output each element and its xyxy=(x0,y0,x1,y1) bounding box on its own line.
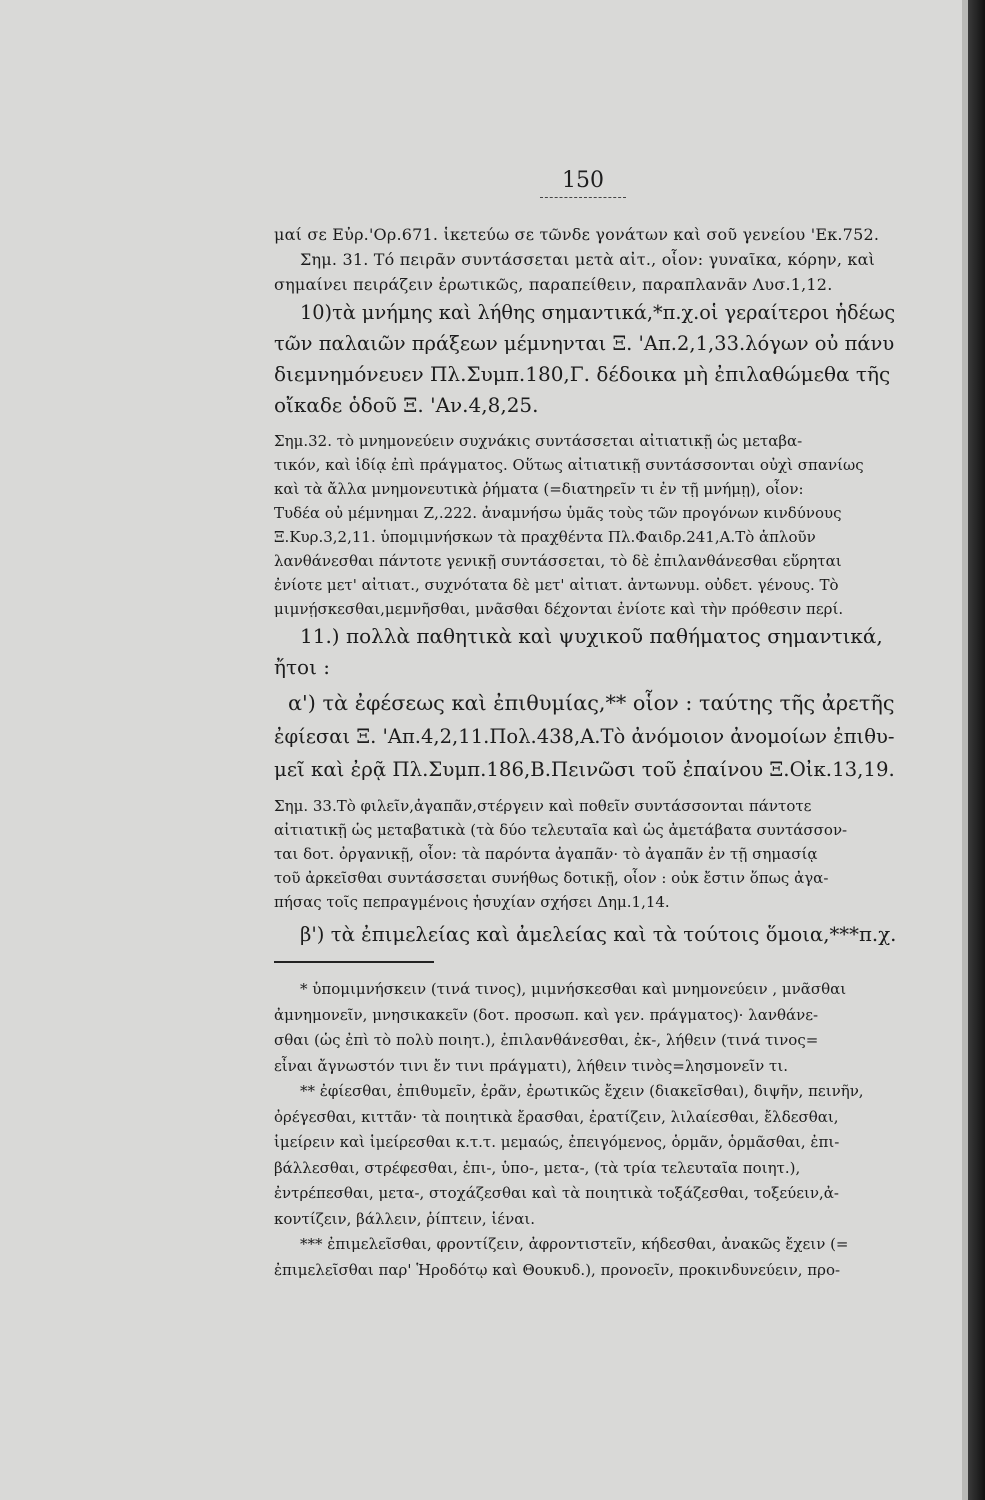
footnote-line: κοντίζειν, βάλλειν, ῥίπτειν, ἱέναι. xyxy=(274,1209,535,1228)
text-line: ται δοτ. ὀργανικῇ, οἷον: τὰ παρόντα ἀγαπᾶν· τὸ ἀγαπᾶν ἐν τῇ σημασίᾳ xyxy=(274,845,818,863)
text-line: Σημ. 31. Τό πειρᾶν συντάσσεται μετὰ αἰτ., οἷον: γυναῖκα, κόρην, καὶ xyxy=(300,250,876,269)
text-line: πήσας τοῖς πεπραγμένοις ἡσυχίαν σχήσει Δημ.1,14. xyxy=(274,893,670,911)
text-line: τοῦ ἀρκεῖσθαι συντάσσεται συνήθως δοτικῇ, οἷον : οὐκ ἔστιν ὅπως ἀγα- xyxy=(274,869,829,887)
footnote-line: * ὑπομιμνήσκειν (τινά τινος), μιμνήσκεσθαι καὶ μνημονεύειν , μνᾶσθαι xyxy=(300,980,847,998)
text-line: ἐφίεσαι Ξ. 'Απ.4,2,11.Πολ.438,Α.Τὸ ἀνόμοιον ἀνομοίων ἐπιθυ- xyxy=(274,725,895,748)
footnote-divider xyxy=(274,961,434,963)
text-line: ἐνίοτε μετ' αἰτιατ., συχνότατα δὲ μετ' αἰτιατ. ἀντωνυμ. οὐδετ. γένους. Τὸ xyxy=(274,576,839,594)
footnote-line: ** ἐφίεσθαι, ἐπιθυμεῖν, ἐρᾶν, ἐρωτικῶς ἔχειν (διακεῖσθαι), διψῆν, πεινῆν, xyxy=(300,1082,864,1100)
text-line: τῶν παλαιῶν πράξεων μέμνηνται Ξ. 'Απ.2,1,33.λόγων οὐ πάνυ xyxy=(274,332,895,355)
text-line: α') τὰ ἐφέσεως καὶ ἐπιθυμίας,** οἷον : ταύτης τῆς ἀρετῆς xyxy=(288,691,895,715)
text-line: λανθάνεσθαι πάντοτε γενικῇ συντάσσεται, τὸ δὲ ἐπιλανθάνεσθαι εὕρηται xyxy=(274,552,842,570)
text-line: Ξ.Κυρ.3,2,11. ὑπομιμνήσκων τὰ πραχθέντα Πλ.Φαιδρ.241,Α.Τὸ ἁπλοῦν xyxy=(274,528,816,546)
scan-border xyxy=(968,0,985,1500)
text-line: Τυδέα οὐ μέμνημαι Ζ,.222. ἀναμνήσω ὑμᾶς τοὺς τῶν προγόνων κινδύνους xyxy=(274,504,842,522)
text-line: καὶ τὰ ἄλλα μνημονευτικὰ ῥήματα (=διατηρεῖν τι ἐν τῇ μνήμῃ), οἷον: xyxy=(274,480,804,498)
text-line: διεμνημόνευεν Πλ.Συμπ.180,Γ. δέδοικα μὴ ἐπιλαθώμεθα τῆς xyxy=(274,362,891,386)
text-line: 11.) πολλὰ παθητικὰ καὶ ψυχικοῦ παθήματος σημαντικά, xyxy=(300,624,883,648)
text-line: μαί σε Εὐρ.'Ορ.671. ἱκετεύω σε τῶνδε γονάτων καὶ σοῦ γενείου 'Εκ.752. xyxy=(274,225,880,244)
text-line: β') τὰ ἐπιμελείας καὶ ἀμελείας καὶ τὰ τούτοις ὅμοια,***π.χ. xyxy=(300,923,897,946)
footnote-line: *** ἐπιμελεῖσθαι, φροντίζειν, ἀφροντιστεῖν, κήδεσθαι, ἀνακῶς ἔχειν (= xyxy=(300,1235,849,1253)
text-line: μεῖ καὶ ἐρᾷ Πλ.Συμπ.186,Β.Πεινῶσι τοῦ ἐπαίνου Ξ.Οἰκ.13,19. xyxy=(274,758,895,781)
footnote-line: ἐντρέπεσθαι, μετα-, στοχάζεσθαι καὶ τὰ ποιητικὰ τοξάζεσθαι, τοξεύειν,ἀ- xyxy=(274,1184,840,1202)
page-number: 150 xyxy=(562,168,604,193)
footnote-line: σθαι (ὡς ἐπὶ τὸ πολὺ ποιητ.), ἐπιλανθάνεσθαι, ἐκ-, λήθειν (τινά τινος= xyxy=(274,1031,819,1049)
text-line: οἴκαδε ὁδοῦ Ξ. 'Αν.4,8,25. xyxy=(274,393,539,417)
text-line: σημαίνει πειράζειν ἐρωτικῶς, παραπείθειν, παραπλανᾶν Λυσ.1,12. xyxy=(274,275,833,294)
text-line: Σημ. 33.Τὸ φιλεῖν,ἀγαπᾶν,στέργειν καὶ ποθεῖν συντάσσονται πάντοτε xyxy=(274,797,812,815)
footnote-line: βάλλεσθαι, στρέφεσθαι, ἐπι-, ὑπο-, μετα-, (τὰ τρία τελευταῖα ποιητ.), xyxy=(274,1158,801,1177)
footnote-line: ἐπιμελεῖσθαι παρ' Ἡροδότῳ καὶ Θουκυδ.), προνοεῖν, προκινδυνεύειν, προ- xyxy=(274,1260,841,1279)
footnote-line: ἱμείρειν καὶ ἱμείρεσθαι κ.τ.τ. μεμαώς, ἐπειγόμενος, ὁρμᾶν, ὁρμᾶσθαι, ἐπι- xyxy=(274,1133,840,1151)
text-line: 10)τὰ μνήμης καὶ λήθης σημαντικά,*π.χ.οἱ γεραίτεροι ἡδέως xyxy=(300,301,896,324)
text-line: μιμνῄσκεσθαι,μεμνῆσθαι, μνᾶσθαι δέχονται ἐνίοτε καὶ τὴν πρόθεσιν περί. xyxy=(274,600,844,618)
text-line: Σημ.32. τὸ μνημονεύειν συχνάκις συντάσσεται αἰτιατικῇ ὡς μεταβα- xyxy=(274,432,803,450)
text-line: ἤτοι : xyxy=(274,655,331,679)
footnote-line: ἀμνημονεῖν, μνησικακεῖν (δοτ. προσωπ. καὶ γεν. πράγματος)· λανθάνε- xyxy=(274,1005,819,1024)
footnote-line: ὀρέγεσθαι, κιττᾶν· τὰ ποιητικὰ ἔρασθαι, ἐρατίζειν, λιλαίεσθαι, ἔλδεσθαι, xyxy=(274,1107,839,1126)
footnote-line: εἶναι ἄγνωστόν τινι ἔν τινι πράγματι), λήθειν τινὸς=λησμονεῖν τι. xyxy=(274,1056,788,1075)
page-number-rule xyxy=(540,197,626,198)
text-line: αἰτιατικῇ ὡς μεταβατικὰ (τὰ δύο τελευταῖα καὶ ὡς ἀμετάβατα συντάσσον- xyxy=(274,821,848,839)
main-text xyxy=(274,222,898,1283)
text-line: τικόν, καὶ ἰδίᾳ ἐπὶ πράγματος. Οὕτως αἰτιατικῇ συντάσσονται οὐχὶ σπανίως xyxy=(274,456,864,474)
